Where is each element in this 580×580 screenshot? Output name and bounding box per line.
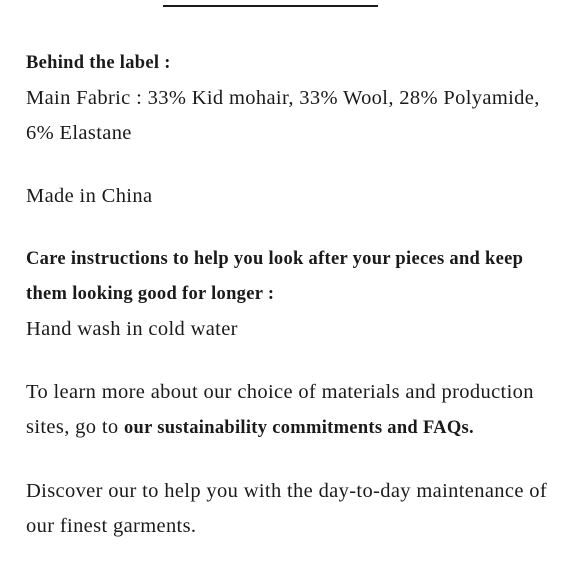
top-divider [163, 5, 378, 7]
care-instruction: Hand wash in cold water [26, 318, 238, 340]
discover-text: Discover our to help you with the day-to-day maintenance of our finest garments. [26, 480, 548, 537]
fabric-composition: Main Fabric : 33% Kid mohair, 33% Wool, 28% Polyamide, 6% Elastane [26, 87, 540, 144]
sustainability-section [26, 375, 566, 446]
origin-section [26, 179, 566, 214]
sustainability-text: To learn more about our choice of materials and production sites, go to [26, 381, 534, 438]
care-section [26, 242, 566, 347]
discover-section [26, 474, 566, 544]
product-details [26, 46, 566, 572]
country-of-origin: Made in China [26, 185, 153, 207]
care-heading: Care instructions to help you look after your pieces and keep them looking good for longer : [26, 249, 524, 304]
sustainability-link[interactable]: our sustainability commitments and FAQs. [123, 418, 474, 438]
label-section [26, 46, 566, 151]
label-heading: Behind the label : [26, 53, 171, 73]
